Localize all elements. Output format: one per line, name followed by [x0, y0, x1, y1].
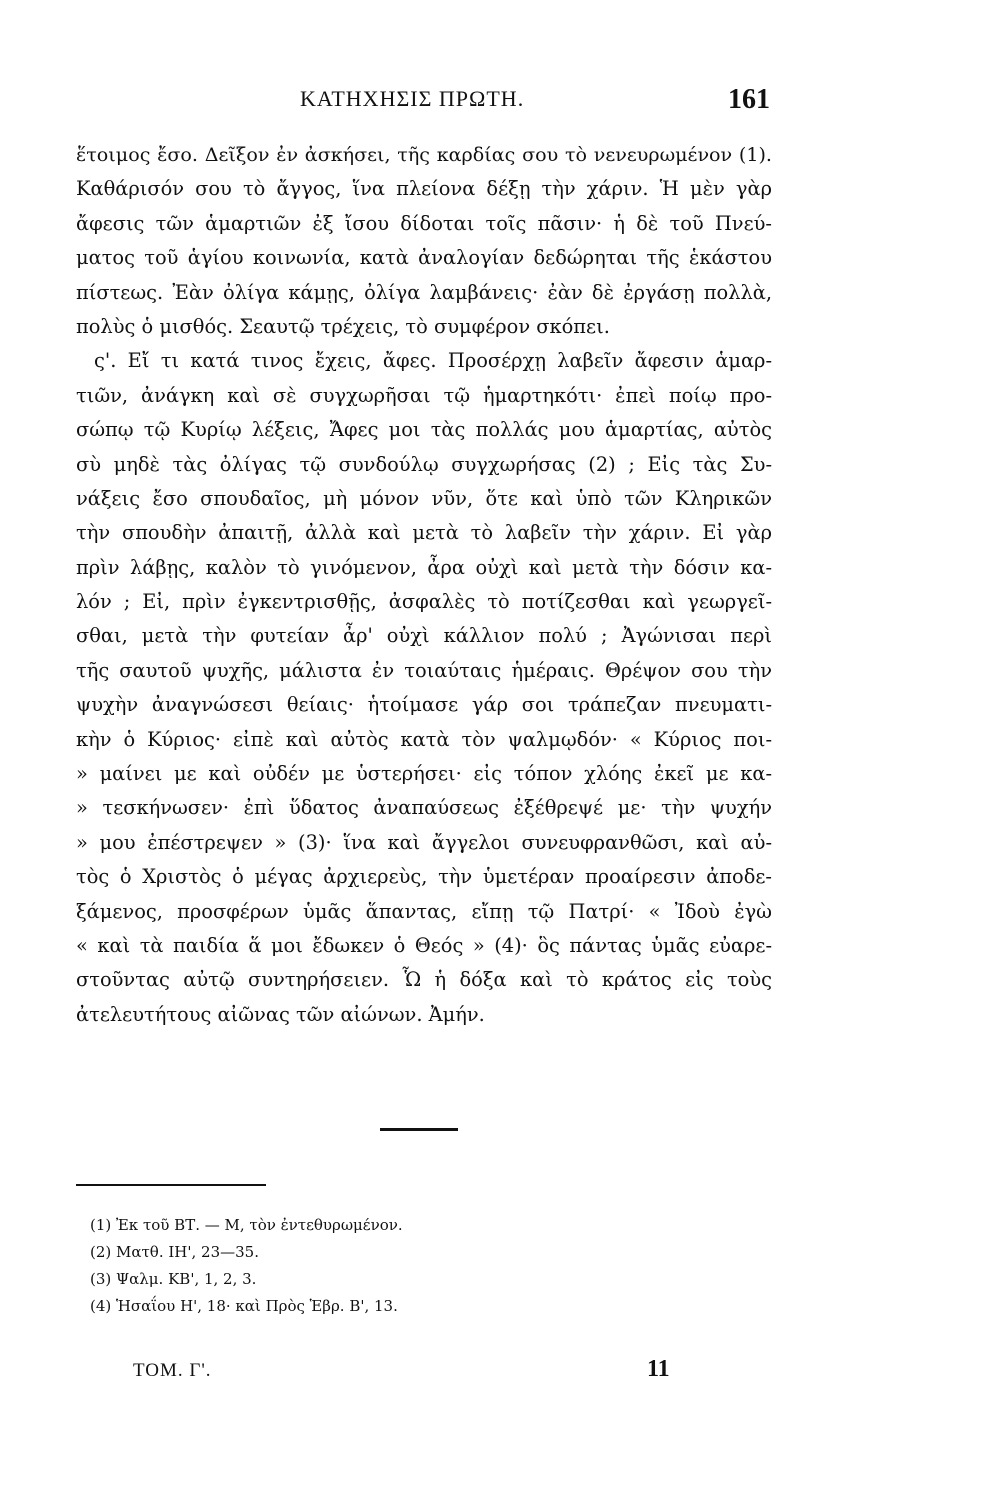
text-line: « καὶ τὰ παιδία ἅ μοι ἔδωκεν ὁ Θεός » (4)· ὃς πάντας ὑμᾶς εὐαρε- — [76, 933, 772, 957]
text-line: » μου ἐπέστρεψεν » (3)· ἵνα καὶ ἄγγελοι συνευφρανθῶσι, καὶ αὐ- — [76, 830, 772, 854]
text-line: κὴν ὁ Κύριος· εἰπὲ καὶ αὐτὸς κατὰ τὸν ψαλμῳδόν· « Κύριος ποι- — [76, 727, 772, 751]
text-line: τιῶν, ἀνάγκη καὶ σὲ συγχωρῆσαι τῷ ἡμαρτηκότι· ἐπεὶ ποίῳ προ- — [76, 383, 772, 407]
text-line: σὺ μηδὲ τὰς ὀλίγας τῷ συνδούλῳ συγχωρήσας (2) ; Εἰς τὰς Συ- — [76, 452, 772, 476]
text-line: σώπῳ τῷ Κυρίῳ λέξεις, Ἄφες μοι τὰς πολλάς μου ἁμαρτίας, αὐτὸς — [76, 418, 772, 442]
section-separator-rule — [380, 1128, 458, 1131]
volume-signature: ΤΟΜ. Γ'. — [133, 1360, 212, 1381]
text-line: Καθάρισόν σου τὸ ἄγγος, ἵνα πλείονα δέξῃ τὴν χάριν. Ἡ μὲν γὰρ — [76, 177, 772, 201]
sheet-number: 11 — [647, 1356, 670, 1382]
text-line: πίστεως. Ἐὰν ὀλίγα κάμῃς, ὀλίγα λαμβάνεις· ἐὰν δὲ ἐργάσῃ πολλὰ, — [76, 280, 772, 304]
footnote: (2) Ματθ. ΙΗ', 23—35. — [90, 1243, 259, 1261]
text-line: πολὺς ὁ μισθός. Σεαυτῷ τρέχεις, τὸ συμφέρον σκόπει. — [76, 314, 610, 338]
text-line: ἕτοιμος ἔσο. Δεῖξον ἐν ἀσκήσει, τῆς καρδίας σου τὸ νενευρωμένον (1). — [76, 143, 772, 166]
footnotes — [90, 1212, 690, 1320]
text-line: τὸς ὁ Χριστὸς ὁ μέγας ἀρχιερεὺς, τὴν ὑμετέραν προαίρεσιν ἀποδε- — [76, 865, 772, 889]
text-line: ξάμενος, προσφέρων ὑμᾶς ἅπαντας, εἴπῃ τῷ Πατρί· « Ἰδοὺ ἐγὼ — [76, 899, 772, 923]
footnote: (3) Ψαλμ. ΚΒ', 1, 2, 3. — [90, 1270, 257, 1288]
page-number: 161 — [728, 84, 770, 115]
text-line: σθαι, μετὰ τὴν φυτείαν ἆρ' οὐχὶ κάλλιον πολύ ; Ἀγώνισαι περὶ — [76, 624, 772, 648]
text-line: » τεσκήνωσεν· ἐπὶ ὕδατος ἀναπαύσεως ἐξέθρεψέ με· τὴν ψυχήν — [76, 796, 772, 820]
footnote-rule — [76, 1184, 266, 1186]
text-line: ς'. Εἴ τι κατά τινος ἔχεις, ἄφες. Προσέρχῃ λαβεῖν ἄφεσιν ἁμαρ- — [94, 349, 772, 373]
footnote: (1) Ἐκ τοῦ ΒΤ. — Μ, τὸν ἐντεθυρωμένον. — [90, 1216, 403, 1234]
text-line: ἀτελευτήτους αἰῶνας τῶν αἰώνων. Ἀμήν. — [76, 1002, 485, 1026]
text-line: πρὶν λάβῃς, καλὸν τὸ γινόμενον, ἆρα οὐχὶ καὶ μετὰ τὴν δόσιν κα- — [76, 555, 772, 579]
text-line: στοῦντας αὐτῷ συντηρήσειεν. Ὧ ἡ δόξα καὶ τὸ κράτος εἰς τοὺς — [76, 968, 772, 992]
body-text — [76, 138, 772, 1032]
footnote: (4) Ἡσαΐου Η', 18· καὶ Πρὸς Ἑβρ. Β', 13. — [90, 1297, 398, 1315]
text-line: ἄφεσις τῶν ἁμαρτιῶν ἐξ ἴσου δίδοται τοῖς πᾶσιν· ἡ δὲ τοῦ Πνεύ- — [76, 211, 772, 235]
text-line: ματος τοῦ ἁγίου κοινωνία, κατὰ ἀναλογίαν δεδώρηται τῆς ἑκάστου — [76, 246, 772, 270]
text-line: ψυχὴν ἀναγνώσεσι θείαις· ἡτοίμασε γάρ σοι τράπεζαν πνευματι- — [76, 693, 772, 717]
text-line: » μαίνει με καὶ οὐδέν με ὑστερήσει· εἰς τόπον χλόης ἐκεῖ με κα- — [76, 762, 772, 786]
text-line: τῆς σαυτοῦ ψυχῆς, μάλιστα ἐν τοιαύταις ἡμέραις. Θρέψον σου τὴν — [76, 658, 772, 682]
text-line: νάξεις ἔσο σπουδαῖος, μὴ μόνον νῦν, ὅτε καὶ ὑπὸ τῶν Κληρικῶν — [76, 486, 772, 510]
running-title: ΚΑΤΗΧΗΣΙΣ ΠΡΩΤΗ. — [300, 86, 525, 111]
text-line: λόν ; Εἰ, πρὶν ἐγκεντρισθῇς, ἀσφαλὲς τὸ ποτίζεσθαι καὶ γεωργεῖ- — [76, 590, 772, 614]
text-line: τὴν σπουδὴν ἀπαιτῇ, ἀλλὰ καὶ μετὰ τὸ λαβεῖν τὴν χάριν. Εἰ γὰρ — [76, 521, 772, 545]
